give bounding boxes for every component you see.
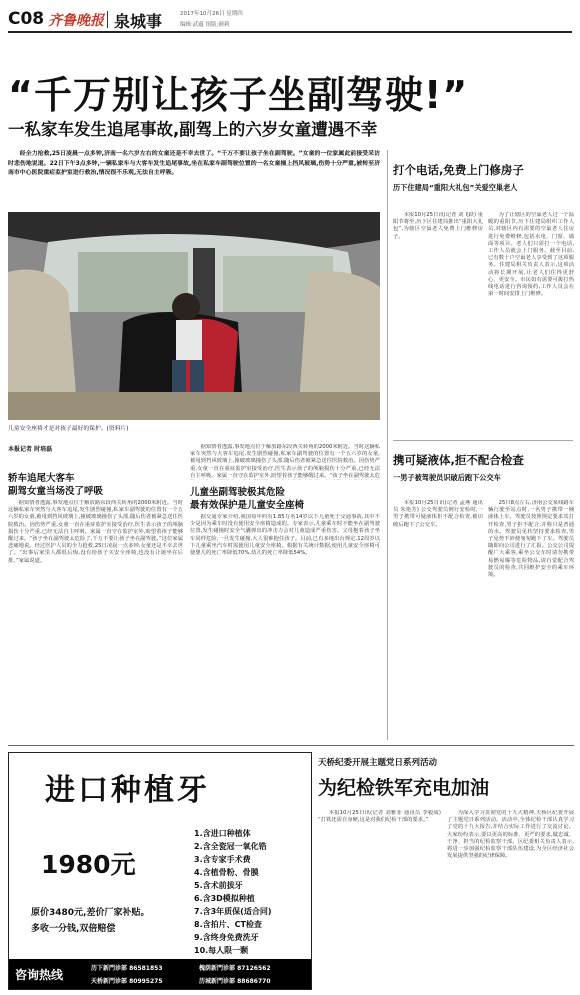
right-divider-1 [393,440,573,441]
right-mid-byline: 本报10月25日讯(记者 孟燕 通讯员 朱艳芳) 公交驾驶员例行安检时,一男子携带可疑液体拒不配合检查,被识破后跑下了公交车。 [393,500,483,528]
right-top-body: 为了让辖区的空巢老人过一个温暖的重阳节,历下住建局组织工作人员,对辖区内有需要的空巢老人住房进行免费维修,包括水电、门窗、墙面等项目。老人们只需打一个电话,工作人员就会上门服务。截至目前,已有数十户空巢老人享受到了这项服务。住建局相关负责人表示,这项活动将长期开展,让老人们住得更舒心、更安全。市民如有需要可拨打热线电话进行咨询预约,工作人员会在第一时间安排上门维修。 [488,212,574,298]
date-line: 2017年10月26日 星期四 [180,11,243,17]
ad-title: 进口种植牙 [45,773,210,808]
ad-item: 8.含拍片、CT检查 [194,920,262,929]
ad-phone: 槐荫新門诊部 87126562 [199,965,271,972]
ad-phone: 天桥新門诊部 80995275 [91,978,163,985]
lead-byline: 本报记者 时培磊 [8,446,53,453]
ad-item: 1.含进口种植体 [194,829,251,838]
bottom-right-byline: 本报10月25日讯(记者 刘雅菲 通讯员 李毅成) “打铁还需自身硬,这是对我们纪检干部的要求。” [318,810,441,824]
sub1-title-1: 轿车追尾大客车 [8,473,75,484]
dental-ad [8,752,312,990]
bottom-rule [8,745,574,746]
ad-item: 10.每人限一颗 [194,946,249,955]
sub1-body: 据知情者透露,事发地点位于解放路东段西关转角的2000米附近。当时这辆私家车突然与大客车追尾,发生剧烈碰撞,私家车副驾驶的位置有一个五六岁的女童,被甩到挡风玻璃上,撞破玻璃撞伤了头部,随后伤者被紧急送往医院救治。因伤势严重,女童一直在重症监护室接受治疗,医生表示孩子的颅脑损伤十分严重,已经无法自主呼吸。家属一直守在监护室外,盼望着孩子能够醒过来。“孩子坐在副驾驶太危险了,千万不要让孩子坐在副驾驶。”这位家属悲痛地说。经过医护人员的全力抢救,25日凌晨一点多钟,女童还是不幸去世了。“出事后家里人都很后悔,没有给孩子买安全座椅,也没有让她坐在后排。”家属说道。 [8,500,183,564]
right-mid-title: 携可疑液体,拒不配合检查 [393,453,524,467]
ad-hotline-label: 咨询热线 [15,968,64,982]
right-mid-subtitle: 一男子被驾驶员识破后跑下公交车 [393,473,501,482]
right-mid-body: 25日8点左右,济南公交某线路车辆行驶至站点时,一名男子携带一桶液体上车。驾驶员按照规定要求其打开检查,男子拒不配合,并称只是普通的水。驾驶员见状坚持要求检查,男子见势不妙便匆匆跑下了车。驾驶员随即向公司进行了汇报。公交公司提醒广大乘客,乘坐公交车时请勿携带易燃易爆等危险物品,请自觉配合驾驶员的检查,共同维护安全的乘车环境。 [488,500,574,579]
lead-subhead: 一私家车发生追尾事故,副驾上的六岁女童遭遇不幸 [8,120,378,139]
ad-item: 5.含术前拔牙 [194,881,243,890]
ad-item: 4.含植骨粉、骨膜 [194,868,259,877]
ad-item: 6.含3D模拟种植 [194,894,255,903]
ad-item: 2.含全瓷冠一氧化锆 [194,842,267,851]
ad-price: 1980元 [41,850,136,879]
sub1-title-2: 副驾女童当场没了呼吸 [8,486,104,497]
right-top-subtitle: 历下住建局“重阳大礼包”关爱空巢老人 [393,183,518,192]
lead-headline: “千万别让孩子坐副驾驶!” [8,73,469,117]
ad-hotline-bar [9,959,311,989]
ad-item: 3.含专家手术费 [194,855,251,864]
ad-item-list [194,827,306,957]
lead-intro: 经全力抢救,25日凌晨一点多钟,济南一名六岁左右的女童还是不幸去世了。“千万不要让孩子坐在副驾驶。”女童的一位家属此前接受采访时悲伤地说道。22日下午3点多钟,一辆私家车与大客车发生追尾事故,坐在私家车副驾驶位置的一名女童撞上挡风玻璃,伤势十分严重,被转至济南市中心医院重症监护室进行救治,情况很不乐观,无法自主呼吸。 [8,151,380,176]
page-number: C08 [8,9,45,29]
car-seat-photo [8,212,380,420]
right-top-byline: 本报10月25日讯(记者 刘飞跃) 重阳节将至,历下区住建局推出“重阳大礼包”,为辖区空巢老人免费上门维修房子。 [393,212,483,240]
section-title: 泉城事 [114,12,163,31]
ad-phone: 历下新門诊部 86581853 [91,965,163,972]
right-top-title: 打个电话,免费上门修房子 [393,163,524,177]
ad-slogan: 多收一分钱,双倍赔偿 [31,924,116,934]
ad-item: 7.含3年质保(适合同) [194,907,272,916]
bottom-right-kicker: 天桥纪委开展主题党日系列活动 [318,758,438,768]
header-rule [8,31,572,33]
bottom-right-title: 为纪检铁军充电加油 [318,777,490,799]
ad-phone: 历城新門诊部 88686770 [199,978,271,985]
ad-item: 9.含终身免费洗牙 [194,933,259,942]
lead-photo [8,212,380,420]
bottom-right-body: 为深入学习贯彻党的十九大精神,天桥区纪委开展了主题党日系列活动。活动中,全体纪检干部认真学习了党的十九大报告,并结合实际工作进行了交流讨论。大家纷纷表示,要以更高的标准、更严的要求,做忠诚、干净、担当的纪检监察干部。区纪委相关负责人表示,将进一步加强纪检监察干部队伍建设,为全区经济社会发展提供坚强的纪律保障。 [447,810,574,860]
mid-top-text: 据知情者透露,事发地点位于解放路东段西关转角的2000米附近。当时这辆私家车突然与大客车追尾,发生剧烈碰撞,私家车副驾驶的位置有一个五六岁的女童,被甩到挡风玻璃上,撞破玻璃撞伤了头部,随后伤者被紧急送往医院救治。因伤势严重,女童一直在重症监护室接受治疗,医生表示孩子的颅脑损伤十分严重,已经无法自主呼吸。家属一直守在监护室外,盼望着孩子能够醒过来。“孩子坐在副驾驶太危 [190,444,380,479]
ad-orig-price: 原价3480元,差价厂家补贴。 [31,908,150,918]
photo-caption: 儿童安全座椅才是对孩子最好的保护。(资料片) [8,426,129,432]
paper-logo: 齐鲁晚报 [48,13,104,29]
column-divider [387,150,388,740]
sub2-title-1: 儿童坐副驾驶极其危险 [190,487,286,498]
sub2-title-2: 最有效保护是儿童安全座椅 [190,500,305,511]
editor-line: 编辑:武蕴 组版:颜莉 [180,22,230,28]
header-divider [107,11,108,28]
sub2-body: 据交通专家介绍,我国每年约有1.85万名14岁以下儿童死于交通事故,其中不少是因为乘车时没有使用安全座椅造成的。专家表示,儿童乘车时不能坐在副驾驶位置,发生碰撞时安全气囊弹出的冲击力会对儿童造成严重伤害。父母抱着孩子坐车同样危险,一旦发生碰撞,大人很难抱住孩子。目前,已有多地出台规定,12周岁以下儿童乘坐汽车时需使用儿童安全座椅。根据有关统计数据,使用儿童安全座椅可使婴儿的死亡率降低70%,幼儿的死亡率降低54%。 [190,514,380,557]
